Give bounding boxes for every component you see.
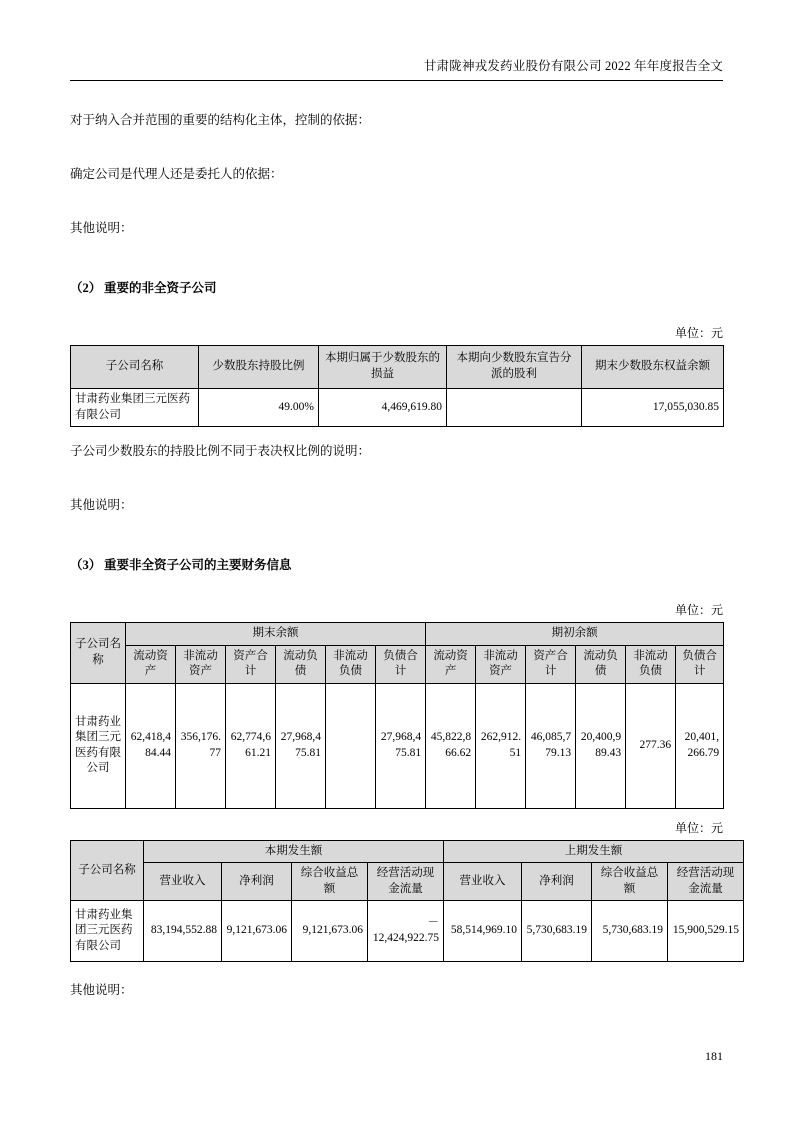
col-begin-total-liabilities: 负债合计 bbox=[676, 645, 724, 683]
cell-current-revenue: 83,194,552.88 bbox=[144, 901, 222, 962]
table-header-row-sub bbox=[71, 645, 724, 683]
col-current-revenue: 营业收入 bbox=[144, 863, 222, 901]
section-number-3: （3） bbox=[70, 558, 102, 573]
col-minority-equity: 期末少数股东权益余额 bbox=[582, 346, 724, 389]
table-header-row bbox=[71, 346, 724, 389]
table-row bbox=[71, 683, 724, 808]
cell-begin-noncurrent-liabilities: 277.36 bbox=[626, 683, 676, 808]
col-subsidiary-name: 子公司名称 bbox=[71, 623, 126, 684]
cell-previous-operating-cashflow: 15,900,529.15 bbox=[668, 901, 744, 962]
section-number-2: （2） bbox=[70, 281, 102, 295]
col-current-net-profit: 净利润 bbox=[222, 863, 292, 901]
section-title-2: 重要的非全资子公司 bbox=[104, 281, 217, 295]
col-end-current-liabilities: 流动负债 bbox=[276, 645, 326, 683]
paragraph-structured-entity: 对于纳入合并范围的重要的结构化主体，控制的依据： bbox=[70, 113, 371, 127]
table-header-row-sub bbox=[71, 863, 744, 901]
paragraph-ratio-note: 子公司少数股东的持股比例不同于表决权比例的说明： bbox=[70, 444, 371, 459]
cell-minority-dividend bbox=[447, 389, 582, 427]
cell-end-total-assets: 62,774,661.21 bbox=[226, 683, 276, 808]
table-header-row-group bbox=[71, 623, 724, 646]
group-current-period: 本期发生额 bbox=[144, 840, 444, 863]
cell-current-comprehensive-income: 9,121,673.06 bbox=[292, 901, 368, 962]
col-current-operating-cashflow: 经营活动现金流量 bbox=[368, 863, 444, 901]
header-divider bbox=[70, 80, 723, 81]
cell-begin-total-assets: 46,085,779.13 bbox=[526, 683, 576, 808]
cell-subsidiary-name: 甘肃药业集团三元医药有限公司 bbox=[71, 389, 199, 427]
cell-previous-net-profit: 5,730,683.19 bbox=[522, 901, 592, 962]
table-row bbox=[71, 389, 724, 427]
cell-previous-revenue: 58,514,969.10 bbox=[444, 901, 522, 962]
section-title-3: 重要非全资子公司的主要财务信息 bbox=[104, 558, 292, 573]
col-begin-noncurrent-liabilities: 非流动负债 bbox=[626, 645, 676, 683]
header-title: 甘肃陇神戎发药业股份有限公司 2022 年年度报告全文 bbox=[423, 59, 723, 73]
col-begin-total-assets: 资产合计 bbox=[526, 645, 576, 683]
col-previous-net-profit: 净利润 bbox=[522, 863, 592, 901]
col-minority-profit: 本期归属于少数股东的损益 bbox=[319, 346, 447, 389]
paragraph-agent-principal: 确定公司是代理人还是委托人的依据： bbox=[70, 167, 283, 181]
group-previous-period: 上期发生额 bbox=[444, 840, 744, 863]
paragraph-other-note-3: 其他说明： bbox=[70, 983, 133, 998]
col-begin-noncurrent-assets: 非流动资产 bbox=[476, 645, 526, 683]
paragraph-other-note-1: 其他说明： bbox=[70, 221, 133, 235]
group-beginning-balance: 期初余额 bbox=[426, 623, 724, 646]
cell-minority-ratio: 49.00% bbox=[199, 389, 319, 427]
col-subsidiary-name: 子公司名称 bbox=[71, 840, 144, 901]
col-minority-dividend: 本期向少数股东宣告分派的股利 bbox=[447, 346, 582, 389]
paragraph-other-note-2: 其他说明： bbox=[70, 498, 133, 513]
col-end-noncurrent-assets: 非流动资产 bbox=[176, 645, 226, 683]
cell-minority-equity: 17,055,030.85 bbox=[582, 389, 724, 427]
col-minority-ratio: 少数股东持股比例 bbox=[199, 346, 319, 389]
col-begin-current-liabilities: 流动负债 bbox=[576, 645, 626, 683]
col-previous-revenue: 营业收入 bbox=[444, 863, 522, 901]
col-end-total-assets: 资产合计 bbox=[226, 645, 276, 683]
page-number: 181 bbox=[705, 1049, 723, 1063]
group-ending-balance: 期末余额 bbox=[126, 623, 426, 646]
table-header-row-group bbox=[71, 840, 744, 863]
unit-label-1: 单位：元 bbox=[674, 326, 723, 340]
col-end-total-liabilities: 负债合计 bbox=[376, 645, 426, 683]
cell-current-net-profit: 9,121,673.06 bbox=[222, 901, 292, 962]
col-previous-comprehensive-income: 综合收益总额 bbox=[592, 863, 668, 901]
col-end-current-assets: 流动资产 bbox=[126, 645, 176, 683]
cell-subsidiary-name: 甘肃药业集团三元医药有限公司 bbox=[71, 901, 144, 962]
col-begin-current-assets: 流动资产 bbox=[426, 645, 476, 683]
section-heading-3 bbox=[70, 555, 723, 575]
col-previous-operating-cashflow: 经营活动现金流量 bbox=[668, 863, 744, 901]
cell-begin-current-liabilities: 20,400,989.43 bbox=[576, 683, 626, 808]
unit-label-3: 单位：元 bbox=[674, 820, 723, 835]
cell-begin-noncurrent-assets: 262,912.51 bbox=[476, 683, 526, 808]
cell-begin-total-liabilities: 20,401,266.79 bbox=[676, 683, 724, 808]
cell-end-current-assets: 62,418,484.44 bbox=[126, 683, 176, 808]
cell-begin-current-assets: 45,822,866.62 bbox=[426, 683, 476, 808]
cell-end-noncurrent-assets: 356,176.77 bbox=[176, 683, 226, 808]
page-footer bbox=[705, 1049, 723, 1064]
cell-previous-comprehensive-income: 5,730,683.19 bbox=[592, 901, 668, 962]
cell-end-current-liabilities: 27,968,475.81 bbox=[276, 683, 326, 808]
cell-end-noncurrent-liabilities bbox=[326, 683, 376, 808]
page-header bbox=[70, 56, 723, 74]
table-row bbox=[71, 901, 744, 962]
col-current-comprehensive-income: 综合收益总额 bbox=[292, 863, 368, 901]
unit-label-2: 单位：元 bbox=[674, 603, 723, 618]
table-balance-sheet-info bbox=[70, 622, 724, 809]
cell-subsidiary-name: 甘肃药业集团三元医药有限公司 bbox=[71, 683, 126, 808]
page-content bbox=[70, 110, 739, 1000]
col-subsidiary-name: 子公司名称 bbox=[71, 346, 199, 389]
table-minority-shareholders bbox=[70, 345, 724, 427]
cell-end-total-liabilities: 27,968,475.81 bbox=[376, 683, 426, 808]
cell-current-operating-cashflow: －12,424,922.75 bbox=[368, 901, 444, 962]
col-end-noncurrent-liabilities: 非流动负债 bbox=[326, 645, 376, 683]
cell-minority-profit: 4,469,619.80 bbox=[319, 389, 447, 427]
table-income-info bbox=[70, 840, 744, 963]
section-heading-2 bbox=[70, 278, 723, 298]
